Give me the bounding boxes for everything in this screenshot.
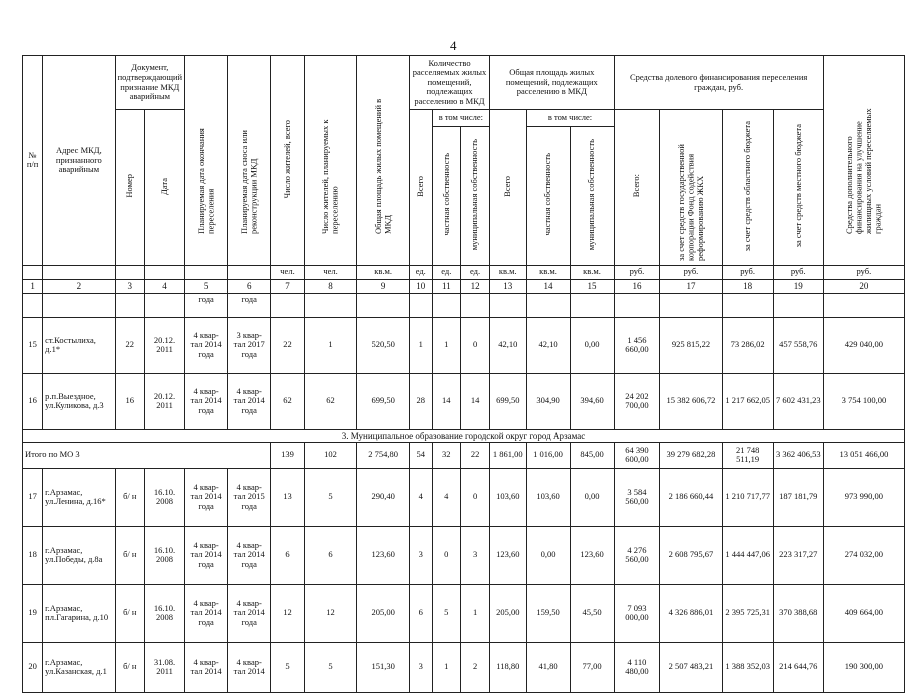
cell-res: 13	[271, 468, 305, 526]
total-s-mun: 845,00	[570, 442, 614, 468]
units-row	[23, 265, 905, 279]
header-document: Документ, подтверждающий признание МКД аварийным	[115, 56, 185, 110]
cell-f-fund: 4 326 886,01	[660, 584, 722, 642]
cell-end: 4 квар- тал 2014 года	[185, 584, 228, 642]
cell-area: 205,00	[357, 584, 410, 642]
cell-f-obl: 1 388 352,03	[722, 642, 773, 692]
cell-end: 4 квар- тал 2014 года	[185, 373, 228, 429]
cell-cnt: 3	[409, 642, 432, 692]
cont-demo: года	[228, 293, 271, 317]
header-no: № п/п	[23, 56, 43, 266]
unit-cell: руб.	[722, 265, 773, 279]
cell-f-all: 7 093 000,00	[614, 584, 660, 642]
cell-addr: ст.Костылиха, д.1*	[43, 317, 115, 373]
cell-res: 12	[271, 584, 305, 642]
cell-no: 18	[23, 526, 43, 584]
cell-num: б/ н	[115, 642, 144, 692]
unit-cell: ед.	[432, 265, 460, 279]
cell-s-priv: 41,80	[526, 642, 570, 692]
cell-f-loc: 370 388,68	[773, 584, 823, 642]
col-number: 13	[490, 279, 526, 293]
col-number: 17	[660, 279, 722, 293]
header-total-area: Общая площадь жилых помещений в МКД	[372, 98, 393, 234]
section-row	[23, 429, 905, 442]
cell-num: б/ н	[115, 526, 144, 584]
cell-priv: 1	[432, 317, 460, 373]
cell-plan: 5	[304, 468, 357, 526]
cell-addr: р.п.Выездное, ул.Куликова, д.3	[43, 373, 115, 429]
col-number: 3	[115, 279, 144, 293]
cell-cnt: 6	[409, 584, 432, 642]
cell-f-obl: 1 217 662,05	[722, 373, 773, 429]
cell-plan: 62	[304, 373, 357, 429]
section-title: 3. Муниципальное образование городской округ город Арзамас	[23, 429, 905, 442]
header-doc-number: Номер	[124, 174, 134, 198]
table-row	[23, 468, 905, 526]
col-number: 6	[228, 279, 271, 293]
col-number: 16	[614, 279, 660, 293]
cell-mun: 1	[461, 584, 490, 642]
cell-f-loc: 457 558,76	[773, 317, 823, 373]
unit-cell: ед.	[461, 265, 490, 279]
col-number: 11	[432, 279, 460, 293]
cell-mun: 0	[461, 317, 490, 373]
header-residents-total: Число жителей, всего	[281, 119, 292, 199]
cell-f-all: 24 202 700,00	[614, 373, 660, 429]
cell-end: 4 квар- тал 2014 года	[185, 526, 228, 584]
cell-end: 4 квар- тал 2014 года	[185, 468, 228, 526]
total-row	[23, 442, 905, 468]
cell-s-all: 123,60	[490, 526, 526, 584]
total-priv: 32	[432, 442, 460, 468]
header-area-private: частная собственность	[542, 153, 553, 236]
unit-cell: кв.м.	[490, 265, 526, 279]
cell-area: 520,50	[357, 317, 410, 373]
col-number: 2	[43, 279, 115, 293]
cell-num: б/ н	[115, 584, 144, 642]
cell-s-priv: 304,90	[526, 373, 570, 429]
col-number: 5	[185, 279, 228, 293]
cell-mun: 14	[461, 373, 490, 429]
cell-f-all: 4 110 480,00	[614, 642, 660, 692]
total-f-fund: 39 279 682,28	[660, 442, 722, 468]
total-f-loc: 3 362 406,53	[773, 442, 823, 468]
header-premises-area: Общая площадь жилых помещений, подлежащих расселению в МКД	[490, 56, 614, 110]
cell-s-mun: 394,60	[570, 373, 614, 429]
cell-s-priv: 159,50	[526, 584, 570, 642]
cell-priv: 4	[432, 468, 460, 526]
col-number: 9	[357, 279, 410, 293]
cell-mun: 0	[461, 468, 490, 526]
col-number: 7	[271, 279, 305, 293]
total-cnt: 54	[409, 442, 432, 468]
cell-addr: г.Арзамас, ул.Победы, д.8а	[43, 526, 115, 584]
header-count-incl: в том числе:	[432, 110, 490, 127]
cell-s-all: 118,80	[490, 642, 526, 692]
cell-area: 123,60	[357, 526, 410, 584]
total-mun: 22	[461, 442, 490, 468]
cell-date: 16.10. 2008	[144, 468, 184, 526]
total-f-all: 64 390 600,00	[614, 442, 660, 468]
header-area-total: Всего	[502, 175, 513, 197]
header-additional-financing: Средства дополнительного финансирования на улучшение жилищных условий переселяемых граждан	[843, 108, 883, 234]
cell-plan: 1	[304, 317, 357, 373]
table-row	[23, 642, 905, 692]
cell-f-fund: 2 608 795,67	[660, 526, 722, 584]
cell-res: 62	[271, 373, 305, 429]
cell-s-priv: 103,60	[526, 468, 570, 526]
cell-demo: 4 квар- тал 2015 года	[228, 468, 271, 526]
col-number: 19	[773, 279, 823, 293]
cell-demo: 4 квар- тал 2014 года	[228, 373, 271, 429]
header-fin-local: за счет средств местного бюджета	[792, 124, 803, 248]
cell-priv: 1	[432, 642, 460, 692]
header-fin-total: Всего:	[631, 174, 642, 198]
col-number: 18	[722, 279, 773, 293]
cell-f-add: 973 990,00	[823, 468, 904, 526]
col-number: 4	[144, 279, 184, 293]
cell-date: 20.12. 2011	[144, 373, 184, 429]
total-f-add: 13 051 466,00	[823, 442, 904, 468]
cell-f-loc: 223 317,27	[773, 526, 823, 584]
cont-end: года	[185, 293, 228, 317]
cell-priv: 14	[432, 373, 460, 429]
col-number: 10	[409, 279, 432, 293]
unit-cell: кв.м.	[357, 265, 410, 279]
unit-cell: ед.	[409, 265, 432, 279]
cell-f-add: 190 300,00	[823, 642, 904, 692]
cell-s-mun: 45,50	[570, 584, 614, 642]
cell-num: б/ н	[115, 468, 144, 526]
cell-f-loc: 187 181,79	[773, 468, 823, 526]
col-number: 1	[23, 279, 43, 293]
cell-f-add: 3 754 100,00	[823, 373, 904, 429]
cell-s-all: 103,60	[490, 468, 526, 526]
page-number: 4	[450, 38, 457, 53]
unit-cell: руб.	[614, 265, 660, 279]
cell-area: 290,40	[357, 468, 410, 526]
unit-cell: чел.	[271, 265, 305, 279]
cell-priv: 0	[432, 526, 460, 584]
header-area-municipal: муниципальная собственность	[586, 138, 597, 250]
cell-no: 20	[23, 642, 43, 692]
cell-res: 5	[271, 642, 305, 692]
cell-f-fund: 2 507 483,21	[660, 642, 722, 692]
cell-s-all: 42,10	[490, 317, 526, 373]
cell-demo: 4 квар- тал 2014 года	[228, 526, 271, 584]
cell-demo: 3 квар- тал 2017 года	[228, 317, 271, 373]
total-label: Итого по МО 3	[23, 442, 271, 468]
header-count-municipal: муниципальная собственность	[469, 138, 480, 250]
header-premises-count: Количество расселяемых жилых помещений, подлежащих расселению в МКД	[409, 56, 489, 110]
cell-s-mun: 77,00	[570, 642, 614, 692]
col-number: 20	[823, 279, 904, 293]
cell-cnt: 4	[409, 468, 432, 526]
unit-cell: руб.	[823, 265, 904, 279]
cell-end: 4 квар- тал 2014 года	[185, 317, 228, 373]
cell-f-fund: 925 815,22	[660, 317, 722, 373]
cell-f-obl: 1 210 717,77	[722, 468, 773, 526]
table-row	[23, 526, 905, 584]
table-row	[23, 317, 905, 373]
table-row	[23, 584, 905, 642]
total-res: 139	[271, 442, 305, 468]
header-count-total: Всего	[414, 175, 425, 197]
cell-f-loc: 214 644,76	[773, 642, 823, 692]
cell-demo: 4 квар- тал 2014	[228, 642, 271, 692]
cell-date: 31.08. 2011	[144, 642, 184, 692]
unit-cell: чел.	[304, 265, 357, 279]
cell-s-all: 205,00	[490, 584, 526, 642]
cell-s-mun: 0,00	[570, 468, 614, 526]
header-address: Адрес МКД, признанного аварийным	[43, 56, 115, 266]
continuation-row	[23, 293, 905, 317]
header-fin-fund: за счет средств государственной корпорации Фонд содействия реформированию ЖКХ	[675, 144, 705, 261]
cell-addr: г.Арзамас, пл.Гагарина, д.10	[43, 584, 115, 642]
cell-no: 15	[23, 317, 43, 373]
cell-date: 16.10. 2008	[144, 526, 184, 584]
cell-plan: 6	[304, 526, 357, 584]
cell-f-add: 429 040,00	[823, 317, 904, 373]
cell-plan: 5	[304, 642, 357, 692]
cell-res: 6	[271, 526, 305, 584]
cell-mun: 3	[461, 526, 490, 584]
header-end-date: Планируемая дата окончания переселения	[195, 128, 216, 234]
cell-date: 16.10. 2008	[144, 584, 184, 642]
cell-f-obl: 1 444 447,06	[722, 526, 773, 584]
cell-mun: 2	[461, 642, 490, 692]
cell-f-obl: 2 395 725,31	[722, 584, 773, 642]
cell-cnt: 3	[409, 526, 432, 584]
total-s-priv: 1 016,00	[526, 442, 570, 468]
column-numbers-row	[23, 279, 905, 293]
cell-f-all: 4 276 560,00	[614, 526, 660, 584]
col-number: 12	[461, 279, 490, 293]
cell-f-all: 3 584 560,00	[614, 468, 660, 526]
col-number: 14	[526, 279, 570, 293]
cell-res: 22	[271, 317, 305, 373]
cell-num: 16	[115, 373, 144, 429]
cell-f-add: 409 664,00	[823, 584, 904, 642]
header-area-incl: в том числе:	[526, 110, 614, 127]
cell-s-priv: 42,10	[526, 317, 570, 373]
table-row	[23, 373, 905, 429]
col-number: 15	[570, 279, 614, 293]
unit-cell: кв.м.	[526, 265, 570, 279]
cell-f-obl: 73 286,02	[722, 317, 773, 373]
unit-cell: кв.м.	[570, 265, 614, 279]
header-count-private: частная собственность	[440, 153, 451, 236]
cell-area: 151,30	[357, 642, 410, 692]
cell-addr: г.Арзамас, ул.Ленина, д.16*	[43, 468, 115, 526]
cell-f-fund: 15 382 606,72	[660, 373, 722, 429]
header-financing: Средства долевого финансирования переселения граждан, руб.	[614, 56, 823, 110]
cell-end: 4 квар- тал 2014	[185, 642, 228, 692]
cell-s-mun: 0,00	[570, 317, 614, 373]
cell-f-fund: 2 186 660,44	[660, 468, 722, 526]
cell-cnt: 1	[409, 317, 432, 373]
header-demolition-date: Планируемая дата сноса или реконструкции МКД	[238, 130, 259, 234]
cell-s-mun: 123,60	[570, 526, 614, 584]
cell-num: 22	[115, 317, 144, 373]
cell-demo: 4 квар- тал 2014 года	[228, 584, 271, 642]
cell-no: 16	[23, 373, 43, 429]
col-number: 8	[304, 279, 357, 293]
cell-date: 20.12. 2011	[144, 317, 184, 373]
cell-s-all: 699,50	[490, 373, 526, 429]
total-area: 2 754,80	[357, 442, 410, 468]
unit-cell: руб.	[660, 265, 722, 279]
total-s-all: 1 861,00	[490, 442, 526, 468]
cell-area: 699,50	[357, 373, 410, 429]
header-fin-oblast: за счет средств областного бюджета	[741, 120, 752, 252]
cell-f-all: 1 456 660,00	[614, 317, 660, 373]
total-plan: 102	[304, 442, 357, 468]
header-residents-planned: Число жителей, планируемых к переселению	[320, 119, 340, 234]
cell-no: 17	[23, 468, 43, 526]
header-doc-date: Дата	[158, 177, 169, 195]
cell-plan: 12	[304, 584, 357, 642]
cell-no: 19	[23, 584, 43, 642]
unit-cell: руб.	[773, 265, 823, 279]
resettlement-table	[22, 55, 905, 693]
cell-f-loc: 7 602 431,23	[773, 373, 823, 429]
cell-s-priv: 0,00	[526, 526, 570, 584]
total-f-obl: 21 748 511,19	[722, 442, 773, 468]
cell-priv: 5	[432, 584, 460, 642]
cell-f-add: 274 032,00	[823, 526, 904, 584]
cell-cnt: 28	[409, 373, 432, 429]
cell-addr: г.Арзамас, ул.Казанская, д.1	[43, 642, 115, 692]
